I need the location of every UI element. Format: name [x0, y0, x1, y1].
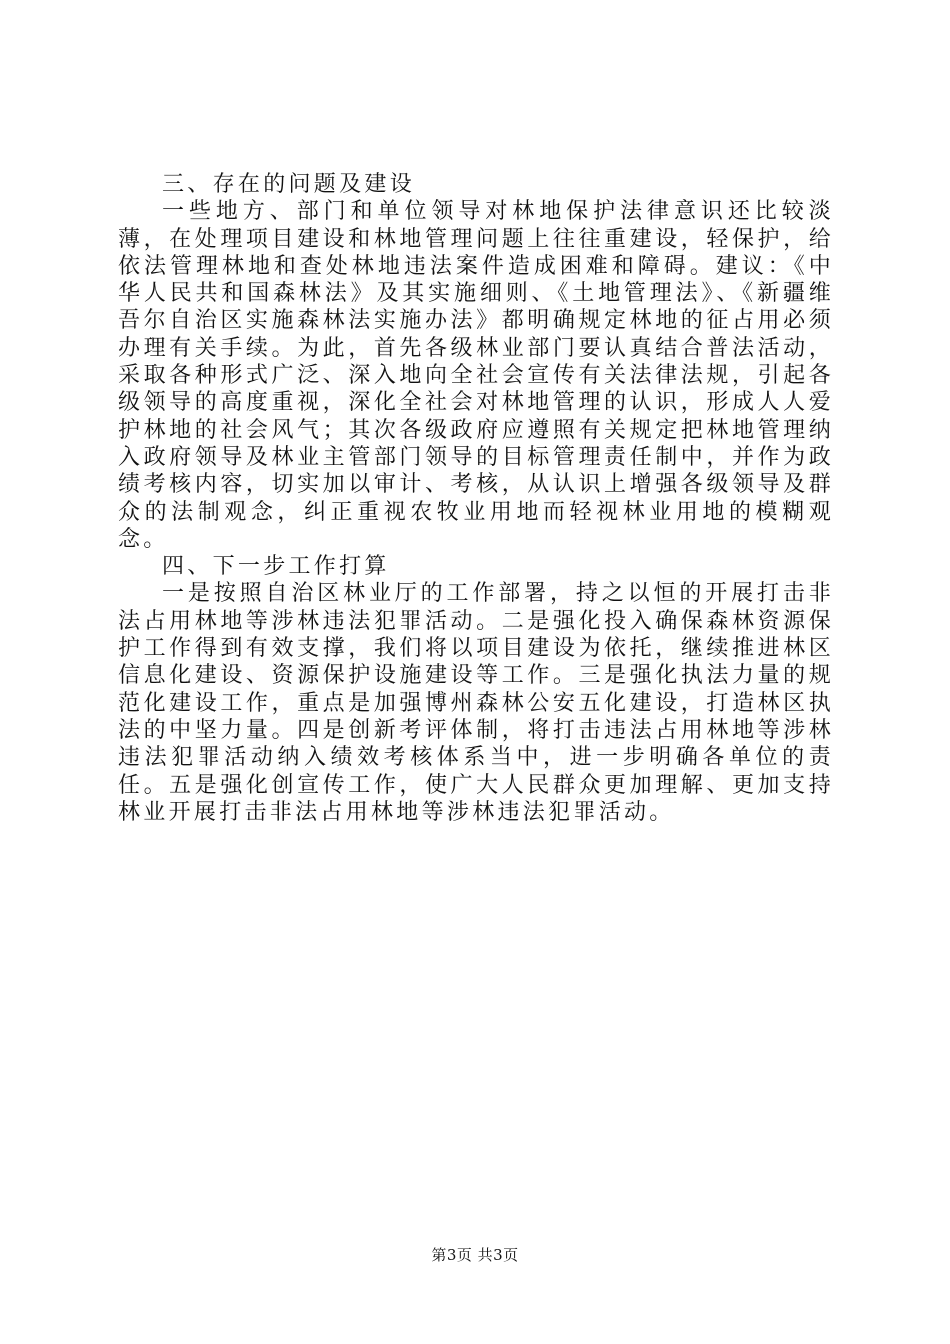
document-body [118, 171, 834, 826]
page-number-footer: 第3页 共3页 [431, 1246, 519, 1264]
section-heading-problems: 三、存在的问题及建设 [162, 172, 416, 197]
section-heading-next-steps: 四、下一步工作打算 [162, 554, 390, 580]
paragraph-problems: 一些地方、部门和单位领导对林地保护法律意识还比较淡薄，在处理项目建设和林地管理问题上往往重建设，轻保护，给依法管理林地和查处林地违法案件造成困难和障碍。建议：《中华人民共和国森林法》及其实施细则、《土地管理法》、《新疆维吾尔自治区实施森林法实施办法》都明确规定林地的征占用必须办理有关手续。为此，首先各级林业部门要认真结合普法活动，采取各种形式广泛、深入地向全社会宣传有关法律法规，引起各级领导的高度重视，深化全社会对林地管理的认识，形成人人爱护林地的社会风气；其次各级政府应遵照有关规定把林地管理纳入政府领导及林业主管部门领导的目标管理责任制中，并作为政绩考核内容，切实加以审计、考核，从认识上增强各级领导及群众的法制观念，纠正重视农牧业用地而轻视林业用地的模糊观念。 [118, 199, 834, 552]
paragraph-next-steps: 一是按照自治区林业厅的工作部署，持之以恒的开展打击非法占用林地等涉林违法犯罪活动。二是强化投入确保森林资源保护工作得到有效支撑，我们将以项目建设为依托，继续推进林区信息化建设、资源保护设施建设等工作。三是强化执法力量的规范化建设工作，重点是加强博州森林公安五化建设，打造林区执法的中坚力量。四是创新考评体制，将打击违法占用林地等涉林违法犯罪活动纳入绩效考核体系当中，进一步明确各单位的责任。五是强化创宣传工作，使广大人民群众更加理解、更加支持林业开展打击非法占用林地等涉林违法犯罪活动。 [118, 581, 834, 825]
